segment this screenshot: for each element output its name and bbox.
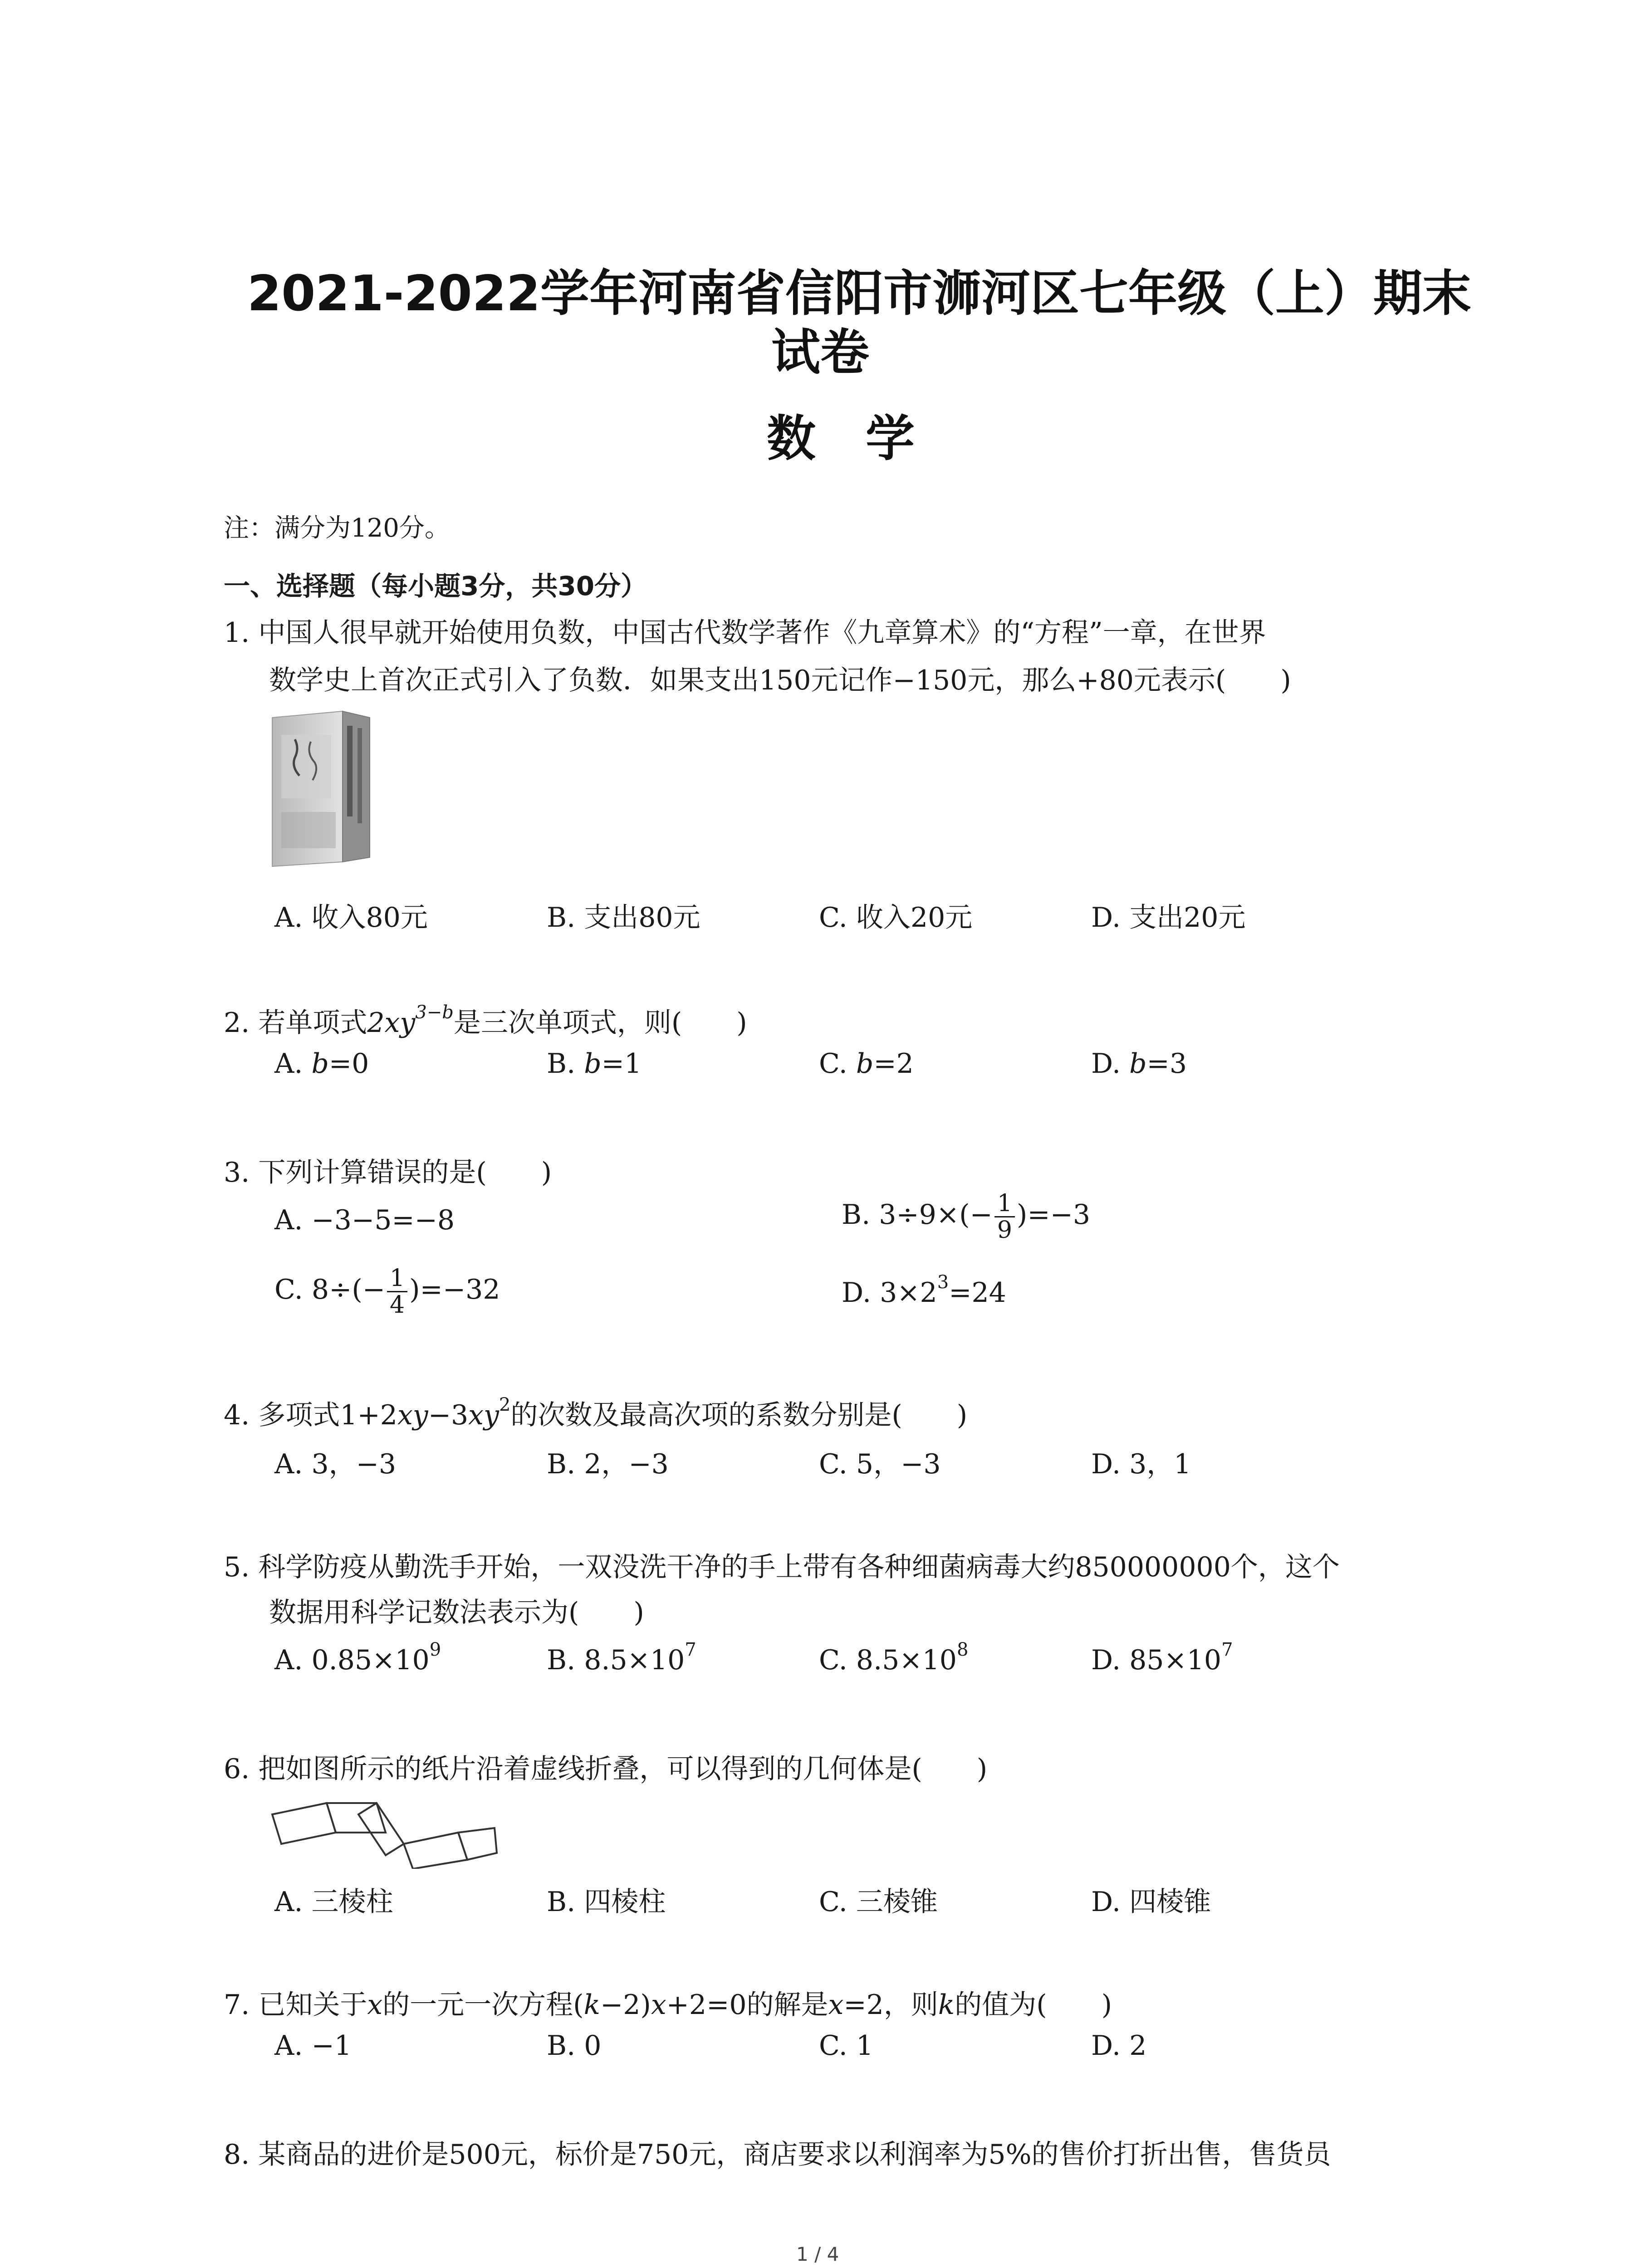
folding-net-figure <box>268 1796 504 1869</box>
q4-option-a[interactable]: A. 3，−3 <box>274 1448 397 1480</box>
question-6-stem: 6. 把如图所示的纸片沿着虚线折叠，可以得到的几何体是( ) <box>224 1753 988 1785</box>
q7-option-d[interactable]: D. 2 <box>1091 2030 1147 2062</box>
question-5-line2: 数据用科学记数法表示为( ) <box>269 1597 644 1628</box>
book-image <box>268 708 377 871</box>
q4-option-c[interactable]: C. 5，−3 <box>819 1448 941 1480</box>
q7-option-b[interactable]: B. 0 <box>547 2030 602 2062</box>
fraction: $\frac{1}{4}$ <box>387 1266 407 1318</box>
subject-heading: 数学 <box>767 411 965 467</box>
q5-option-c[interactable]: C. $8.5\times 10^8$ <box>819 1639 969 1676</box>
question-8-line1: 8. 某商品的进价是500元，标价是750元，商店要求以利润率为5%的售价打折出售，售货员 <box>224 2139 1331 2170</box>
q2-option-c[interactable]: C. b=2 <box>819 1048 914 1080</box>
q3-option-a[interactable]: A. −3−5=−8 <box>274 1204 455 1236</box>
q6-option-c[interactable]: C. 三棱锥 <box>819 1886 938 1918</box>
q6-option-a[interactable]: A. 三棱柱 <box>274 1886 393 1918</box>
page-title: 2021-2022学年河南省信阳市浉河区七年级（上）期末 <box>247 265 1471 322</box>
q4-option-b[interactable]: B. 2，−3 <box>547 1448 669 1480</box>
question-2-stem: 2. 若单项式$2xy^{3-b}$是三次单项式，则( ) <box>224 1002 747 1039</box>
exam-note: 注：满分为120分。 <box>224 513 450 543</box>
page-title-line2: 试卷 <box>771 324 870 381</box>
question-7-stem: 7. 已知关于x的一元一次方程(k−2)x+2=0的解是x=2，则k的值为( ) <box>224 1989 1112 2021</box>
question-4-stem: 4. 多项式$1+2xy-3xy^2$的次数及最高次项的系数分别是( ) <box>224 1394 968 1431</box>
q6-option-b[interactable]: B. 四棱柱 <box>547 1886 666 1918</box>
q3-option-c[interactable]: C. 8÷(− $\frac{1}{4}$ )=−32 <box>274 1265 500 1319</box>
q3-option-b[interactable]: B. 3÷9×(− $\frac{1}{9}$ )=−3 <box>842 1190 1091 1244</box>
q7-option-c[interactable]: C. 1 <box>819 2030 874 2062</box>
q5-option-a[interactable]: A. $0.85\times 10^9$ <box>274 1639 441 1676</box>
q4-option-d[interactable]: D. 3，1 <box>1091 1448 1191 1480</box>
q3-option-d[interactable]: D. $3\times 2^3=24$ <box>842 1272 1006 1309</box>
question-1-line2: 数学史上首次正式引入了负数．如果支出150元记作−150元，那么+80元表示( ) <box>269 665 1291 696</box>
q2-option-b[interactable]: B. b=1 <box>547 1048 642 1080</box>
question-5-line1: 5. 科学防疫从勤洗手开始，一双没洗干净的手上带有各种细菌病毒大约850000000个，这个 <box>224 1551 1340 1583</box>
q7-option-a[interactable]: A. −1 <box>274 2030 352 2062</box>
page-number: 1 / 4 <box>796 2243 839 2265</box>
section-heading: 一、选择题（每小题3分，共30分） <box>224 571 647 601</box>
question-3-stem: 3. 下列计算错误的是( ) <box>224 1157 552 1188</box>
question-1-line1: 1. 中国人很早就开始使用负数，中国古代数学著作《九章算术》的“方程”一章，在世界 <box>224 617 1266 649</box>
q2-option-a[interactable]: A. b=0 <box>274 1048 369 1080</box>
fraction: $\frac{1}{9}$ <box>994 1191 1015 1243</box>
q1-option-d[interactable]: D. 支出20元 <box>1091 902 1246 934</box>
q5-option-d[interactable]: D. $85\times 10^7$ <box>1091 1639 1233 1676</box>
q5-option-b[interactable]: B. $8.5\times 10^7$ <box>547 1639 696 1676</box>
q1-option-c[interactable]: C. 收入20元 <box>819 902 973 934</box>
q1-option-a[interactable]: A. 收入80元 <box>274 902 428 934</box>
q2-option-d[interactable]: D. b=3 <box>1091 1048 1187 1080</box>
q1-option-b[interactable]: B. 支出80元 <box>547 902 700 934</box>
q6-option-d[interactable]: D. 四棱锥 <box>1091 1886 1211 1918</box>
